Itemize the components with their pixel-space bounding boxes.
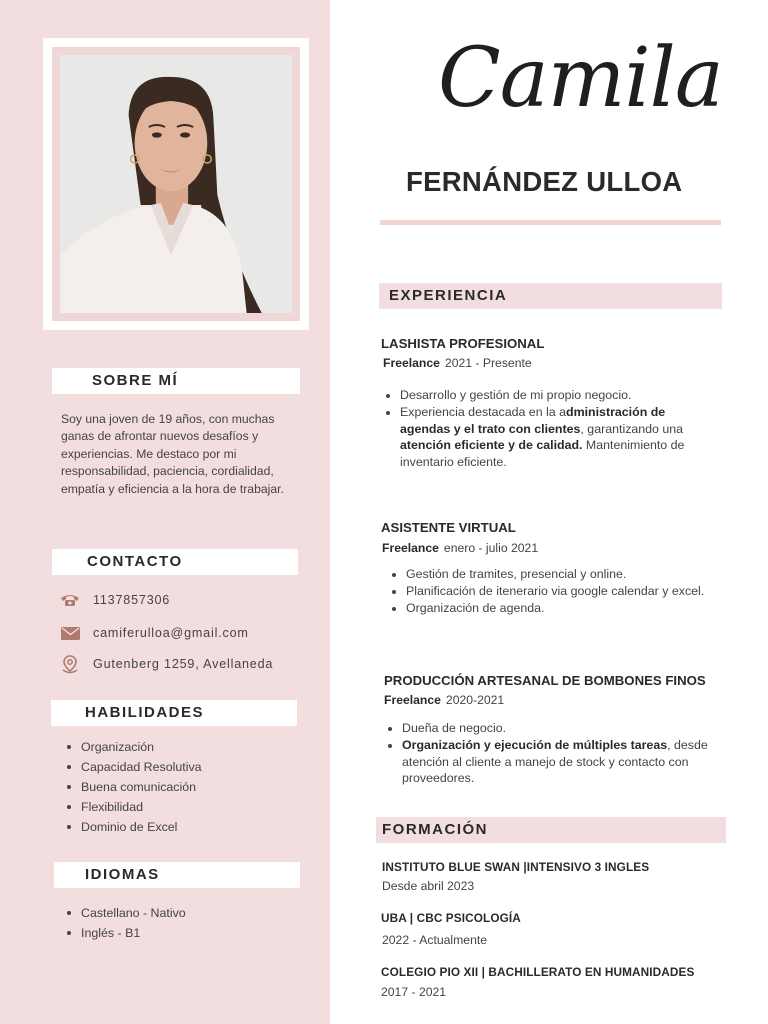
list-item: Organización y ejecución de múltiples tareas, desde atención al cliente a manejo de stock y contacto con proveedores. <box>402 737 712 787</box>
edu-date: Desde abril 2023 <box>382 879 475 893</box>
profile-photo-frame <box>43 38 309 330</box>
contact-email <box>60 624 249 642</box>
skills-heading: HABILIDADES <box>51 700 297 726</box>
list-item: Organización <box>81 737 202 757</box>
first-name: Camila <box>438 31 723 126</box>
job-period: enero - julio 2021 <box>443 541 539 555</box>
address-text: Gutenberg 1259, Avellaneda <box>93 657 274 671</box>
job-period: 2020-2021 <box>445 693 505 707</box>
list-item: Dominio de Excel <box>81 817 202 837</box>
profile-photo <box>60 55 292 313</box>
about-text: Soy una joven de 19 años, con muchas ganas de afrontar nuevos desafíos y experiencias. Me destaco por mi responsabilidad, paciencia, cordialidad, empatía y eficiencia a la hora de trabajar. <box>61 412 284 496</box>
list-item: Dueña de negocio. <box>402 720 712 737</box>
job-type: Freelance <box>382 541 439 555</box>
job-type: Freelance <box>383 356 440 370</box>
list-item: Desarrollo y gestión de mi propio negocio. <box>400 387 718 404</box>
job-bullets <box>402 720 712 787</box>
phone-icon <box>60 592 80 608</box>
job-period: 2021 - Presente <box>444 356 532 370</box>
edu-title: COLEGIO PIO XII | BACHILLERATO EN HUMANIDADES <box>381 965 695 979</box>
list-item: Experiencia destacada en la administración de agendas y el trato con clientes, garantizando una atención eficiente y de calidad. Mantenimiento de inventario eficiente. <box>400 404 718 471</box>
education-heading: FORMACIÓN <box>376 817 726 843</box>
name-divider <box>380 220 721 225</box>
edu-date: 2022 - Actualmente <box>382 933 488 947</box>
contact-address <box>60 655 273 673</box>
edu-date: 2017 - 2021 <box>381 985 447 999</box>
list-item: Organización de agenda. <box>406 600 716 617</box>
job-title: LASHISTA PROFESIONAL <box>381 336 545 351</box>
job-bullets <box>406 566 716 616</box>
languages-heading: IDIOMAS <box>54 862 300 888</box>
list-item: Capacidad Resolutiva <box>81 757 202 777</box>
job-meta <box>382 541 538 555</box>
email-address[interactable]: camiferulloa@gmail.com <box>93 626 249 640</box>
job-title: ASISTENTE VIRTUAL <box>381 520 516 535</box>
job-meta <box>383 356 532 370</box>
list-item: Gestión de tramites, presencial y online. <box>406 566 716 583</box>
job-meta <box>384 693 504 707</box>
contact-heading: CONTACTO <box>52 549 298 575</box>
experience-heading: EXPERIENCIA <box>379 283 722 309</box>
list-item: Flexibilidad <box>81 797 202 817</box>
last-name: FERNÁNDEZ ULLOA <box>406 166 683 197</box>
phone-number[interactable]: 1137857306 <box>93 593 171 607</box>
about-heading: SOBRE MÍ <box>52 368 300 394</box>
edu-title: INSTITUTO BLUE SWAN |INTENSIVO 3 INGLES <box>382 860 650 874</box>
list-item: Buena comunicación <box>81 777 202 797</box>
job-type: Freelance <box>384 693 441 707</box>
list-item: Castellano - Nativo <box>81 903 186 923</box>
job-title: PRODUCCIÓN ARTESANAL DE BOMBONES FINOS <box>384 673 706 688</box>
mail-icon <box>60 625 80 641</box>
job-bullets <box>400 387 718 471</box>
edu-title: UBA | CBC PSICOLOGÍA <box>381 911 521 925</box>
skills-list <box>81 737 202 837</box>
list-item: Inglés - B1 <box>81 923 186 943</box>
languages-list <box>81 903 186 943</box>
list-item: Planificación de itenerario via google calendar y excel. <box>406 583 716 600</box>
contact-phone <box>60 591 170 609</box>
location-icon <box>60 656 80 672</box>
